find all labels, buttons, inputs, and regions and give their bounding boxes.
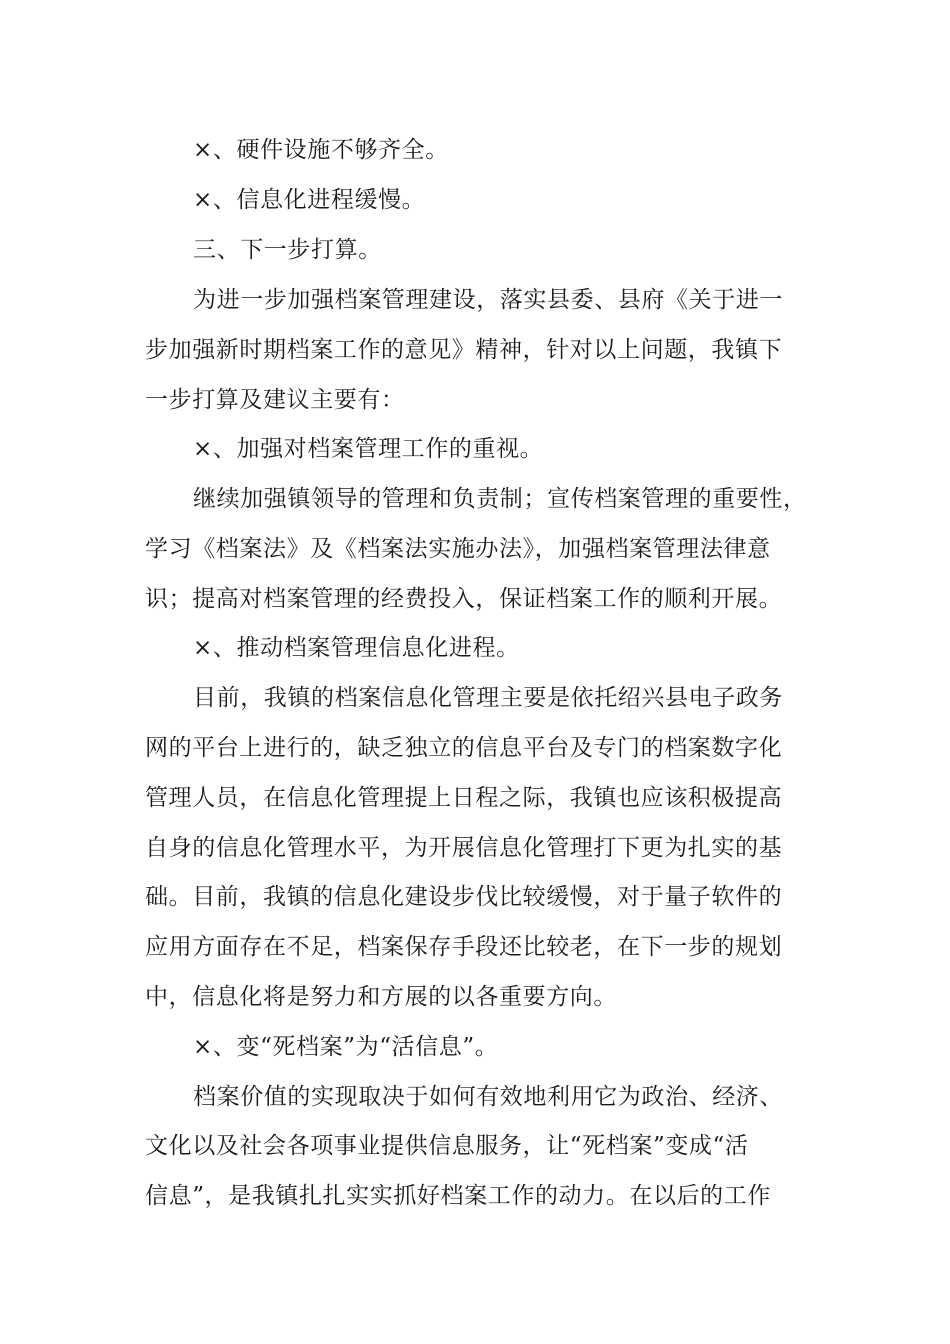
list-item-emphasis: ×、加强对档案管理工作的重视。	[193, 436, 544, 462]
paragraph-line: 识；提高对档案管理的经费投入，保证档案工作的顺利开展。	[145, 586, 783, 612]
paragraph-line: 目前，我镇的档案信息化管理主要是依托绍兴县电子政务	[193, 685, 783, 711]
paragraph-line: 为进一步加强档案管理建设，落实县委、县府《关于进一	[193, 287, 783, 313]
paragraph-line: 自身的信息化管理水平，为开展信息化管理打下更为扎实的基	[145, 835, 783, 861]
paragraph-line: 网的平台上进行的，缺乏独立的信息平台及专门的档案数字化	[145, 735, 783, 761]
paragraph-line: 一步打算及建议主要有：	[145, 387, 405, 413]
paragraph-line: 应用方面存在不足，档案保存手段还比较老，在下一步的规划	[145, 934, 783, 960]
paragraph-line: 文化以及社会各项事业提供信息服务，让“死档案”变成“活	[145, 1133, 749, 1159]
paragraph-line: 中，信息化将是努力和方展的以各重要方向。	[145, 984, 617, 1010]
paragraph-line: 管理人员，在信息化管理提上日程之际，我镇也应该积极提高	[145, 785, 783, 811]
paragraph-line: 继续加强镇领导的管理和负责制；宣传档案管理的重要性，	[193, 486, 807, 512]
list-item-promote-informatization: ×、推动档案管理信息化进程。	[193, 635, 520, 661]
paragraph-line: 础。目前，我镇的信息化建设步伐比较缓慢，对于量子软件的	[145, 884, 783, 910]
paragraph-line: 信息”，是我镇扎扎实实抓好档案工作的动力。在以后的工作	[145, 1183, 771, 1209]
paragraph-line: 学习《档案法》及《档案法实施办法》，加强档案管理法律意	[145, 536, 771, 562]
paragraph-line: 档案价值的实现取决于如何有效地利用它为政治、经济、	[193, 1084, 783, 1110]
list-item-informatization: ×、信息化进程缓慢。	[193, 187, 426, 213]
list-item-dead-to-live: ×、变“死档案”为“活信息”。	[193, 1034, 499, 1060]
section-heading-next-steps: 三、下一步打算。	[193, 237, 382, 263]
list-item-hardware: ×、硬件设施不够齐全。	[193, 137, 449, 163]
paragraph-line: 步加强新时期档案工作的意见》精神，针对以上问题，我镇下	[145, 337, 783, 363]
